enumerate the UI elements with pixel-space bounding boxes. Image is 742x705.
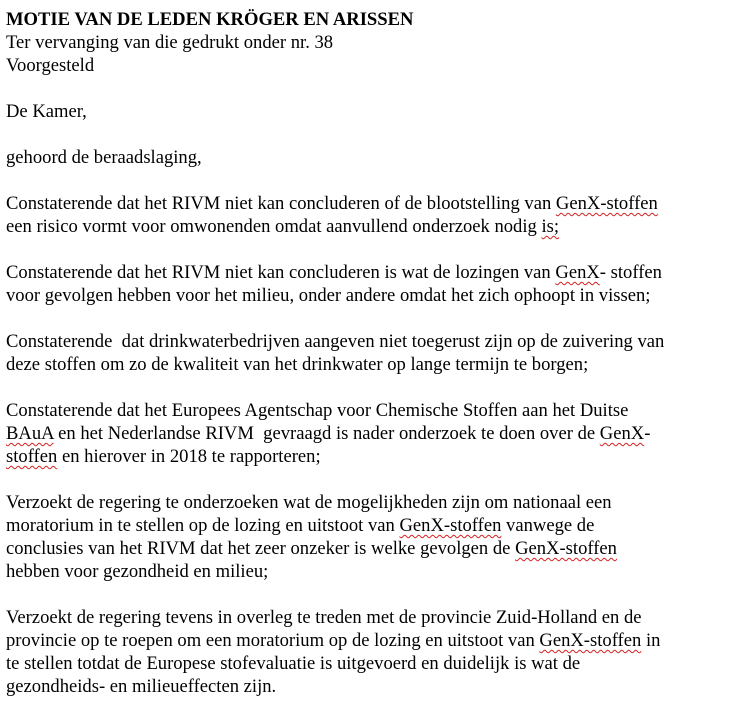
paragraph-line bbox=[6, 629, 736, 652]
spacer bbox=[6, 77, 736, 100]
paragraph-line bbox=[6, 330, 736, 353]
text-segment: Constaterende dat het Europees Agentschap voor Chemische Stoffen aan het Duitse bbox=[6, 400, 629, 421]
paragraph-line bbox=[6, 606, 736, 629]
text-segment: conclusies van het RIVM dat het zeer onzeker is welke gevolgen de bbox=[6, 538, 516, 559]
motion-paragraph bbox=[6, 491, 736, 583]
paragraph-line bbox=[6, 514, 736, 537]
paragraph-line bbox=[6, 652, 736, 675]
status-line: Voorgesteld bbox=[6, 55, 95, 76]
text-segment: in bbox=[641, 630, 661, 651]
motion-body bbox=[6, 192, 736, 698]
text-segment: Constaterende dat drinkwaterbedrijven aangeven niet toegerust zijn op de zuivering van bbox=[6, 331, 665, 352]
spellcheck-flagged-word: GenX-stoffen bbox=[555, 193, 658, 214]
paragraph-line bbox=[6, 399, 736, 422]
spellcheck-flagged-word: stoffen bbox=[6, 446, 58, 467]
text-segment: provincie op te roepen om een moratorium op de lozing en uitstoot van bbox=[6, 630, 540, 651]
motion-paragraph bbox=[6, 606, 736, 698]
paragraph-line bbox=[6, 560, 736, 583]
motion-paragraph bbox=[6, 192, 736, 238]
paragraph-line bbox=[6, 422, 736, 445]
motion-paragraph bbox=[6, 261, 736, 307]
spellcheck-flagged-word: is; bbox=[541, 216, 560, 237]
motion-paragraph bbox=[6, 399, 736, 468]
paragraph-line bbox=[6, 192, 736, 215]
text-segment: Verzoekt de regering te onderzoeken wat de mogelijkheden zijn om nationaal een bbox=[6, 492, 612, 513]
spacer bbox=[6, 123, 736, 146]
spellcheck-flagged-word: BAuA bbox=[6, 423, 54, 444]
paragraph-line bbox=[6, 537, 736, 560]
spacer bbox=[6, 169, 736, 192]
text-segment: Constaterende dat het RIVM niet kan concluderen is wat de lozingen van bbox=[6, 262, 556, 283]
text-segment: te stellen totdat de Europese stofevaluatie is uitgevoerd en duidelijk is wat de bbox=[6, 653, 581, 674]
spacer bbox=[6, 238, 736, 261]
text-segment: - bbox=[644, 423, 651, 444]
motion-title: MOTIE VAN DE LEDEN KRÖGER EN ARISSEN bbox=[6, 9, 414, 30]
text-segment: hebben voor gezondheid en milieu; bbox=[6, 561, 269, 582]
text-segment: Verzoekt de regering tevens in overleg te treden met de provincie Zuid-Holland en de bbox=[6, 607, 642, 628]
spellcheck-flagged-word: GenX bbox=[555, 262, 600, 283]
text-segment: - stoffen bbox=[599, 262, 662, 283]
spellcheck-flagged-word: GenX bbox=[599, 423, 645, 444]
paragraph-line bbox=[6, 491, 736, 514]
paragraph-line bbox=[6, 675, 736, 698]
spacer bbox=[6, 468, 736, 491]
paragraph-line bbox=[6, 353, 736, 376]
text-segment: Constaterende dat het RIVM niet kan concluderen of de blootstelling van bbox=[6, 193, 556, 214]
replacement-note: Ter vervanging van die gedrukt onder nr. 38 bbox=[6, 32, 334, 53]
text-segment: en het Nederlandse RIVM gevraagd is nader onderzoek te doen over de bbox=[53, 423, 600, 444]
spacer bbox=[6, 307, 736, 330]
heard-line: gehoord de beraadslaging, bbox=[6, 147, 202, 168]
text-segment: moratorium in te stellen op de lozing en uitstoot van bbox=[6, 515, 400, 536]
spellcheck-flagged-word: GenX-stoffen bbox=[515, 538, 617, 559]
text-segment: een risico vormt voor omwonenden omdat aanvullend onderzoek nodig bbox=[6, 216, 542, 237]
motion-paragraph bbox=[6, 330, 736, 376]
text-segment: vanwege de bbox=[501, 515, 595, 536]
address-line: De Kamer, bbox=[6, 101, 87, 122]
paragraph-line bbox=[6, 445, 736, 468]
spellcheck-flagged-word: GenX-stoffen bbox=[539, 630, 642, 651]
paragraph-line bbox=[6, 284, 736, 307]
spacer bbox=[6, 583, 736, 606]
text-segment: deze stoffen om zo de kwaliteit van het drinkwater op lange termijn te borgen; bbox=[6, 354, 589, 375]
text-segment: en hierover in 2018 te rapporteren; bbox=[57, 446, 321, 467]
text-segment: gezondheids- en milieueffecten zijn. bbox=[6, 676, 277, 697]
spacer bbox=[6, 376, 736, 399]
spellcheck-flagged-word: GenX-stoffen bbox=[399, 515, 502, 536]
paragraph-line bbox=[6, 215, 736, 238]
paragraph-line bbox=[6, 261, 736, 284]
text-segment: voor gevolgen hebben voor het milieu, onder andere omdat het zich ophoopt in vissen; bbox=[6, 285, 651, 306]
